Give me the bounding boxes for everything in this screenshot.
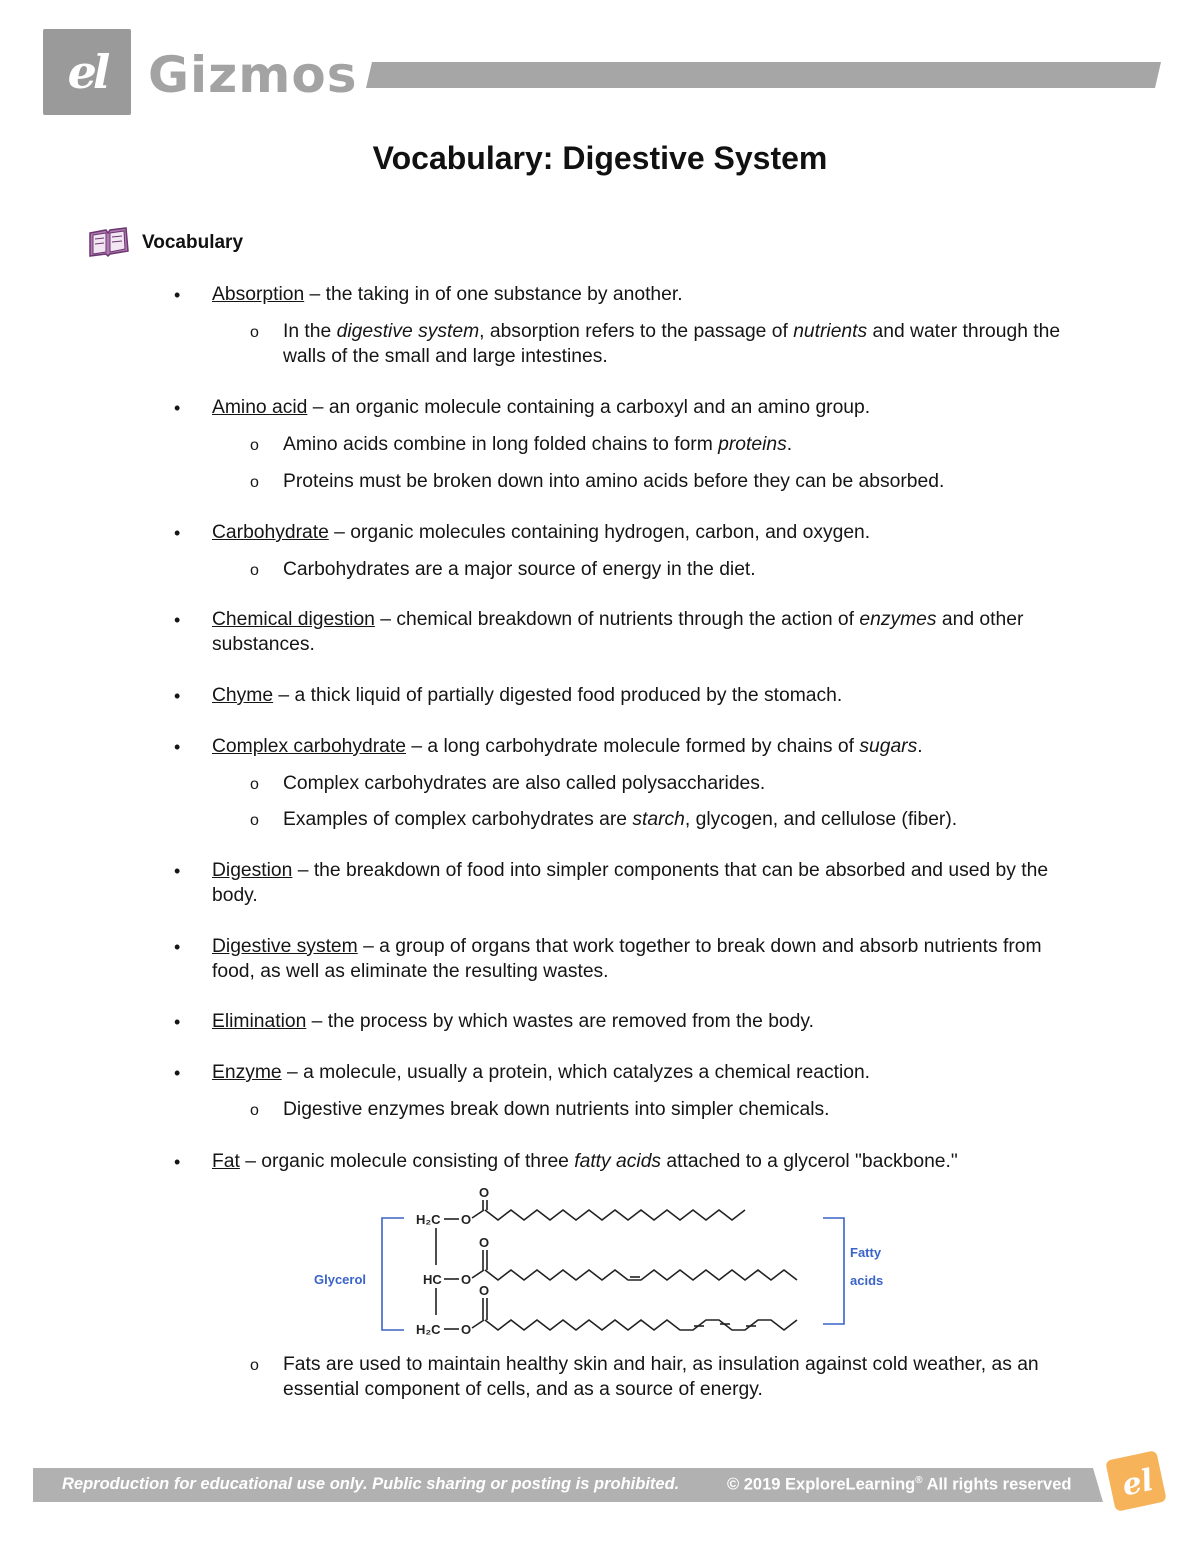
text: In the	[283, 321, 337, 342]
text: digestive system	[336, 321, 480, 342]
list-item	[174, 1010, 1072, 1035]
definition: – a molecule, usually a protein, which catalyzes a chemical reaction.	[281, 1062, 871, 1083]
term: Absorption	[212, 284, 305, 305]
bullet: •	[174, 610, 181, 630]
text: Fats are used to maintain healthy skin and hair, as insulation against cold weather, as an essential component of cells, and as a source of energy.	[283, 1354, 1039, 1400]
sub-bullet: o	[250, 812, 259, 829]
bullet: •	[174, 737, 181, 757]
list-item	[174, 608, 1072, 657]
term: Complex carbohydrate	[212, 736, 406, 757]
text: Examples of complex carbohydrates are	[283, 809, 633, 830]
definition: – chemical breakdown of nutrients through the action of	[374, 609, 860, 630]
definition: – a group of organs that work together to break down and absorb nutrients from food, as well as eliminate the resulting wastes.	[212, 936, 1042, 982]
book-icon	[87, 225, 129, 261]
text: nutrients	[793, 321, 868, 342]
bullet: •	[174, 686, 181, 706]
list-item	[174, 935, 1072, 984]
list-item	[174, 521, 1072, 546]
bullet: •	[174, 861, 181, 881]
oxygen-label: O	[479, 1185, 490, 1200]
oxygen-label: O	[479, 1235, 490, 1250]
definition: – an organic molecule containing a carboxyl and an amino group.	[307, 397, 871, 418]
text: , glycogen, and cellulose (fiber).	[684, 809, 958, 830]
text: Carbohydrates are a major source of energy in the diet.	[283, 559, 756, 580]
logo-mark: el	[67, 45, 107, 99]
text: and water through the walls of the small and large intestines.	[283, 321, 1061, 367]
footer-disclaimer: Reproduction for educational use only. Public sharing or posting is prohibited.	[62, 1475, 680, 1493]
term: Fat	[212, 1151, 240, 1172]
text: Digestive enzymes break down nutrients into simpler chemicals.	[283, 1099, 830, 1120]
bullet: •	[174, 1152, 181, 1172]
sub-bullet: o	[250, 324, 259, 341]
text: Complex carbohydrates are also called polysaccharides.	[283, 773, 766, 794]
sub-item	[250, 470, 1073, 495]
triglyceride-diagram	[300, 1180, 920, 1340]
definition: fatty acids	[574, 1151, 662, 1172]
glycerol-label: Glycerol	[314, 1272, 367, 1287]
term: Amino acid	[212, 397, 308, 418]
definition: .	[917, 736, 923, 757]
definition: – a long carbohydrate molecule formed by chains of	[405, 736, 860, 757]
hc-label: HC	[423, 1272, 442, 1287]
sub-bullet: o	[250, 562, 259, 579]
definition: – the taking in of one substance by another.	[304, 284, 683, 305]
h2c-label: H₂C	[416, 1322, 441, 1337]
list-item	[174, 684, 1072, 709]
sub-item	[250, 1353, 1073, 1402]
definition: – organic molecules containing hydrogen, carbon, and oxygen.	[328, 522, 871, 543]
rights-text: All rights reserved	[922, 1475, 1072, 1494]
h2c-label: H₂C	[416, 1212, 441, 1227]
definition: attached to a glycerol "backbone."	[661, 1151, 958, 1172]
list-item	[174, 396, 1072, 421]
bullet: •	[174, 285, 181, 305]
header-bar	[366, 62, 1161, 88]
oxygen-label: O	[461, 1272, 472, 1287]
list-item	[174, 1061, 1072, 1086]
oxygen-label: O	[461, 1212, 472, 1227]
text: proteins	[718, 434, 787, 455]
bullet: •	[174, 1063, 181, 1083]
definition: and other substances.	[212, 609, 1024, 655]
svg-text:el: el	[1119, 1462, 1157, 1504]
term: Enzyme	[212, 1062, 282, 1083]
page-title: Vocabulary: Digestive System	[372, 140, 828, 176]
term: Digestion	[212, 860, 293, 881]
sub-bullet: o	[250, 1357, 259, 1374]
text: .	[786, 434, 793, 455]
footer-copyright	[727, 1475, 1071, 1495]
sub-bullet: o	[250, 1102, 259, 1119]
list-item	[174, 283, 1072, 308]
bullet: •	[174, 398, 181, 418]
definition: sugars	[859, 736, 918, 757]
bullet: •	[174, 937, 181, 957]
list-item	[174, 735, 1072, 760]
sub-item	[250, 558, 1073, 583]
sub-bullet: o	[250, 474, 259, 491]
sub-item	[250, 772, 1073, 797]
bullet: •	[174, 523, 181, 543]
sub-item	[250, 433, 1073, 458]
term: Chemical digestion	[212, 609, 375, 630]
list-item	[174, 859, 1072, 908]
oxygen-label: O	[461, 1322, 472, 1337]
term: Elimination	[212, 1011, 307, 1032]
fatty-acids-label: Fatty	[850, 1245, 882, 1260]
copyright-text: © 2019 ExploreLearning	[727, 1475, 916, 1494]
definition: – the breakdown of food into simpler components that can be absorbed and used by the body.	[212, 860, 1049, 906]
term: Carbohydrate	[212, 522, 329, 543]
text: starch	[632, 809, 685, 830]
text: Proteins must be broken down into amino acids before they can be absorbed.	[283, 471, 945, 492]
text: , absorption refers to the passage of	[479, 321, 794, 342]
explorelearning-logo-icon	[1100, 1445, 1172, 1517]
sub-bullet: o	[250, 437, 259, 454]
brand-name: Gizmos	[148, 46, 358, 104]
sub-item	[250, 1098, 1073, 1123]
section-label: Vocabulary	[142, 232, 244, 253]
bullet: •	[174, 1012, 181, 1032]
term: Chyme	[212, 685, 274, 706]
sub-item	[250, 320, 1073, 369]
term: Digestive system	[212, 936, 358, 957]
gizmos-logo	[43, 29, 131, 115]
sub-item	[250, 808, 1073, 833]
definition: – organic molecule consisting of three	[239, 1151, 575, 1172]
registered-mark: ®	[915, 1475, 923, 1486]
definition: enzymes	[859, 609, 937, 630]
list-item	[174, 1150, 1072, 1175]
text: Amino acids combine in long folded chains to form	[283, 434, 719, 455]
sub-bullet: o	[250, 776, 259, 793]
definition: – a thick liquid of partially digested food produced by the stomach.	[273, 685, 843, 706]
definition: – the process by which wastes are removed from the body.	[306, 1011, 814, 1032]
oxygen-label: O	[479, 1283, 490, 1298]
fatty-acids-label: acids	[850, 1273, 884, 1288]
